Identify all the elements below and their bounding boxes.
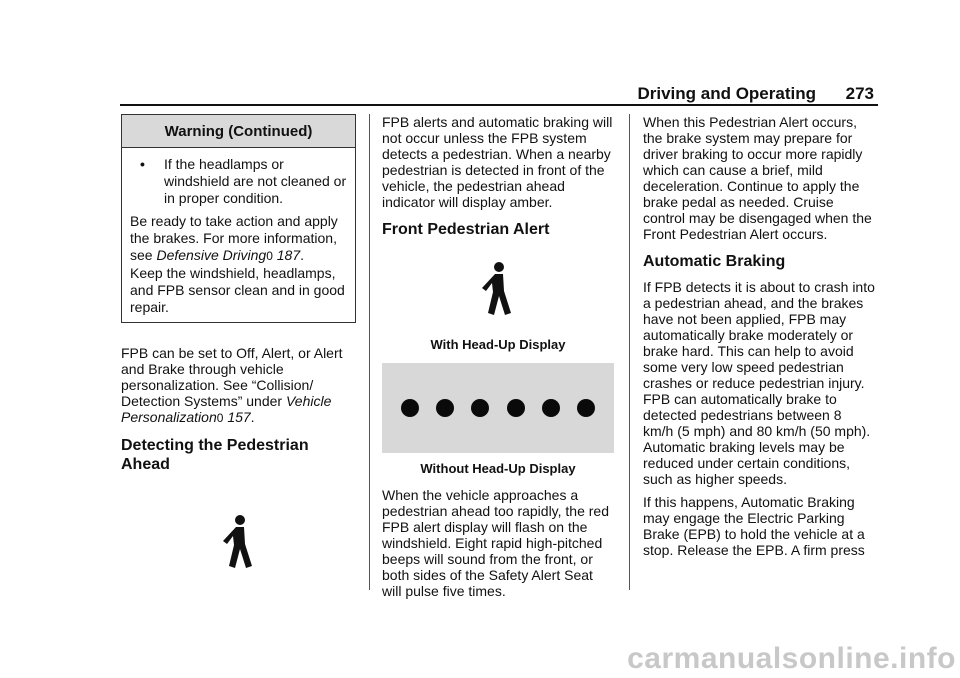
running-head bbox=[120, 82, 878, 104]
body-paragraph: If FPB detects it is about to crash into a pedestrian ahead, and the brakes have not been applied, FPB may automatically brake moderately or brake hard. This can help to avoid some very low speed pedestrian crashes or reduce pedestrian injury. FPB can automatically brake to detected pedestrians between 8 km/h (5 mph) and 80 km/h (50 mph). Automatic braking levels may be reduced under certain conditions, such as higher speeds. bbox=[643, 279, 875, 487]
vehicle-personalization-link[interactable]: Vehicle Personalization bbox=[121, 393, 332, 425]
column-3 bbox=[643, 114, 875, 565]
bullet-text: If the headlamps or windshield are not cleaned or in proper condition. bbox=[164, 156, 347, 206]
body-paragraph: If this happens, Automatic Braking may engage the Electric Parking Brake (EPB) to hold the vehicle at a stop. Release the EPB. A firm press bbox=[643, 494, 865, 558]
warning-title: Warning (Continued) bbox=[122, 115, 355, 148]
body-paragraph: FPB alerts and automatic braking will not occur unless the FPB system detects a pedestrian. When a nearby pedestrian is detected in front of the vehicle, the pedestrian ahead indicator will display amber. bbox=[382, 114, 613, 210]
section-heading: Automatic Braking bbox=[643, 253, 786, 270]
section-heading: Detecting the Pedestrian Ahead bbox=[121, 437, 309, 473]
defensive-driving-link[interactable]: Defensive Driving bbox=[156, 247, 267, 263]
page-ref-arrow: 0 bbox=[216, 411, 224, 425]
alert-led bbox=[471, 399, 489, 417]
column-divider bbox=[629, 114, 630, 590]
column-1 bbox=[121, 114, 356, 570]
watermark bbox=[0, 642, 960, 678]
page-number: 273 bbox=[845, 84, 874, 103]
alert-led bbox=[507, 399, 525, 417]
alert-led-display bbox=[382, 363, 614, 453]
page-ref[interactable]: 187 bbox=[276, 247, 301, 263]
page-ref[interactable]: 157 bbox=[227, 409, 251, 425]
bullet-mark: • bbox=[140, 156, 145, 172]
warning-paragraph: Keep the windshield, headlamps, and FPB sensor clean and in good repair. bbox=[130, 265, 345, 315]
page-ref-arrow: 0 bbox=[266, 249, 273, 263]
pedestrian-icon bbox=[219, 514, 259, 570]
section-heading: Front Pedestrian Alert bbox=[382, 221, 550, 238]
column-2 bbox=[382, 114, 614, 606]
alert-led bbox=[577, 399, 595, 417]
warning-body bbox=[122, 148, 355, 322]
section-title: Driving and Operating bbox=[637, 84, 816, 103]
alert-led bbox=[436, 399, 454, 417]
alert-led bbox=[542, 399, 560, 417]
watermark-text: carmanualsonline.info bbox=[627, 642, 956, 675]
figure-caption: Without Head-Up Display bbox=[420, 461, 576, 476]
figure-caption: With Head-Up Display bbox=[430, 337, 566, 352]
alert-led bbox=[401, 399, 419, 417]
column-divider bbox=[369, 114, 370, 590]
warning-paragraph: Be ready to take action and apply the brakes. For more information, see Defensive Driving0 187. bbox=[130, 213, 338, 263]
warning-bullet bbox=[130, 156, 347, 207]
warning-box bbox=[121, 114, 356, 323]
body-paragraph: When this Pedestrian Alert occurs, the brake system may prepare for driver braking to occur more rapidly which can cause a brief, mild deceleration. Continue to apply the brake pedal as needed. Cruise control may be disengaged when the Front Pedestrian Alert occurs. bbox=[643, 114, 872, 242]
body-paragraph: FPB can be set to Off, Alert, or Alert and Brake through vehicle personalization. See “Collision/ Detection Systems” under Vehicle Personalization0 157. bbox=[121, 345, 343, 425]
pedestrian-icon bbox=[478, 261, 518, 317]
header-rule bbox=[120, 104, 878, 106]
body-paragraph: When the vehicle approaches a pedestrian ahead too rapidly, the red FPB alert display will flash on the windshield. Eight rapid high-pitched beeps will sound from the front, or both sides of the Safety Alert Seat will pulse five times. bbox=[382, 487, 610, 599]
